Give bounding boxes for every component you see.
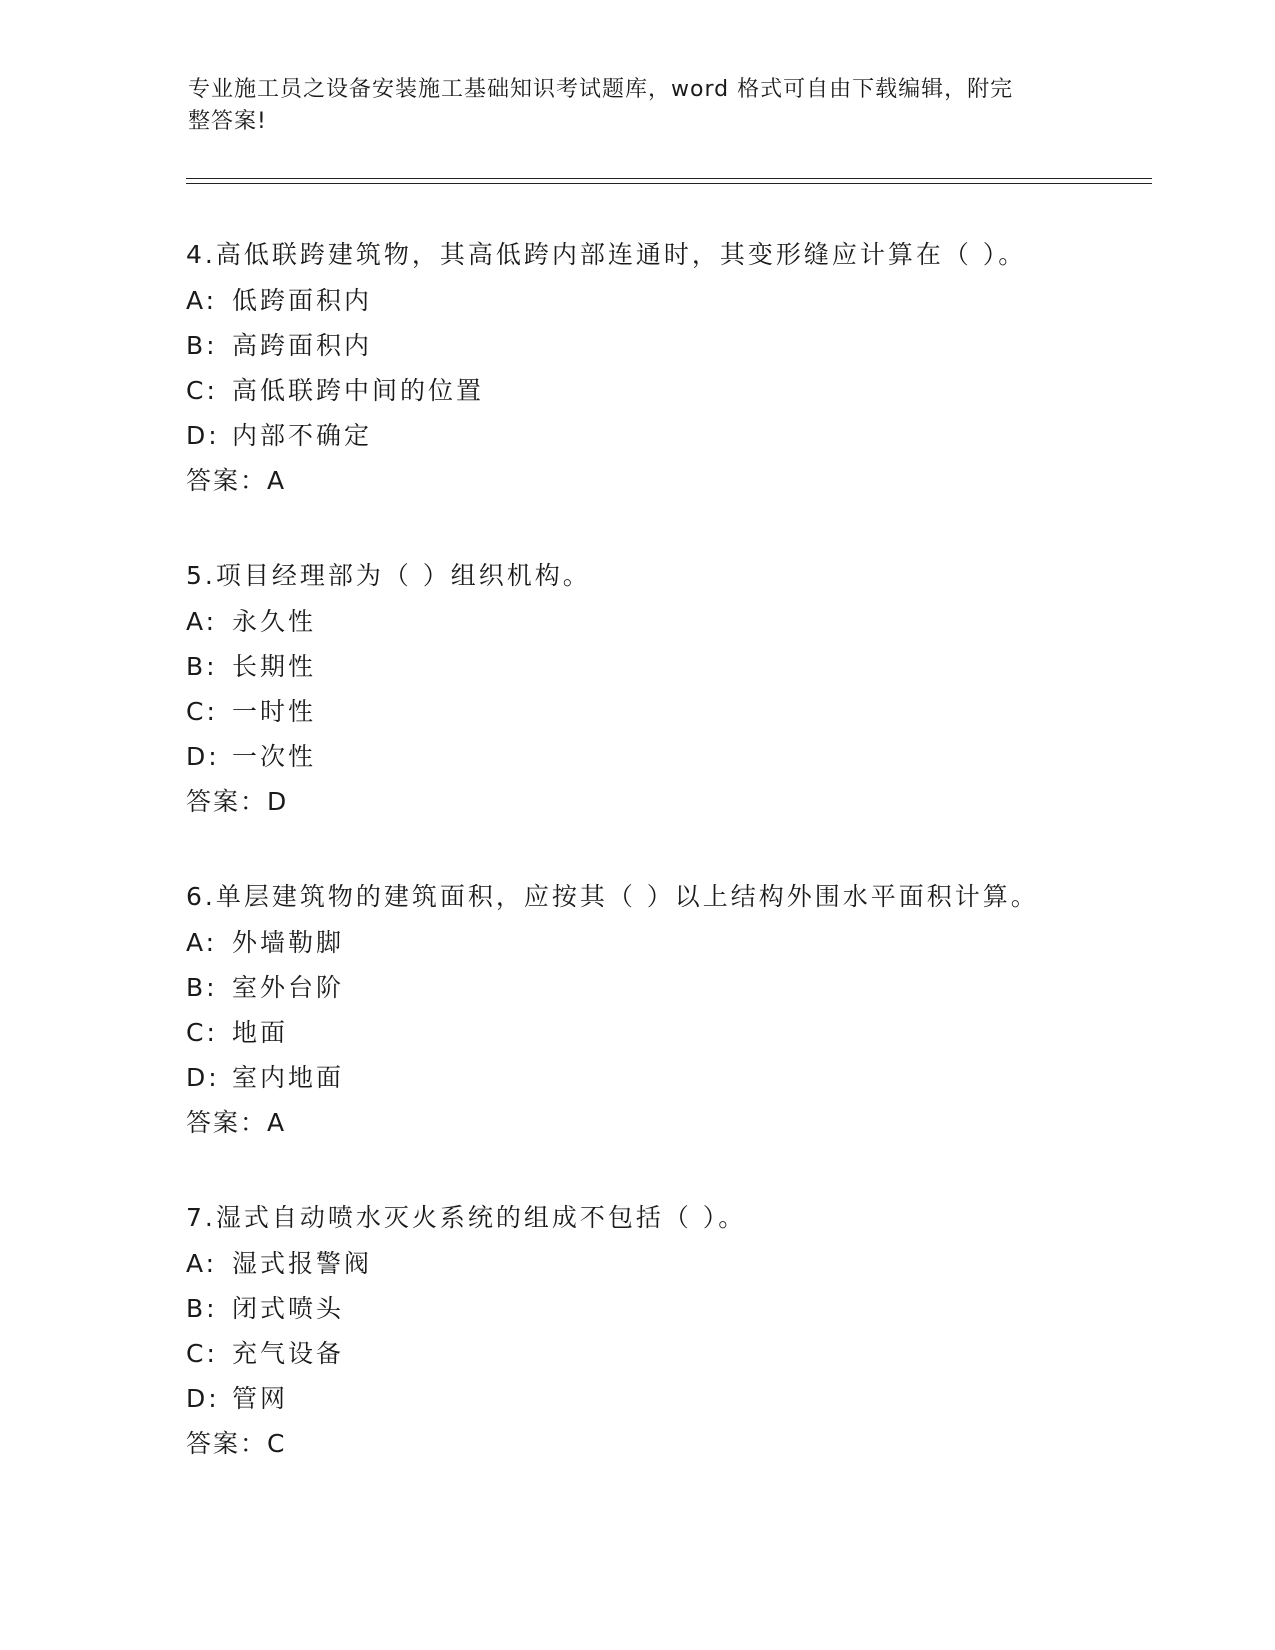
option-letter: A: [186,286,218,315]
answer-line: 答案：C [186,1429,287,1458]
option-letter: D: [186,742,220,771]
option-text: 高低联跨中间的位置 [232,376,485,405]
answer-line: 答案：A [186,466,287,495]
option-d [186,1055,1146,1100]
option-text: 管网 [232,1384,289,1413]
option-text: 室内地面 [232,1063,345,1092]
option-b [186,965,1146,1010]
option-text: 地面 [232,1018,289,1047]
header-line-2: 整答案! [188,109,267,134]
question-list [186,232,1146,1516]
option-a [186,599,1146,644]
option-letter: C: [186,376,218,405]
option-d [186,413,1146,458]
option-letter: B: [186,331,218,360]
question-stem: 5.项目经理部为（ ）组织机构。 [186,561,591,590]
option-c [186,1010,1146,1055]
option-a [186,1241,1146,1286]
option-b [186,1286,1146,1331]
option-letter: D: [186,421,220,450]
option-text: 一时性 [232,697,317,726]
option-text: 内部不确定 [232,421,373,450]
question-6 [186,874,1146,1146]
question-stem: 7.湿式自动喷水灭火系统的组成不包括（ ）。 [186,1203,747,1232]
answer-line: 答案：D [186,787,289,816]
option-text: 外墙勒脚 [232,928,345,957]
header-line-1: 专业施工员之设备安装施工基础知识考试题库，word 格式可自由下载编辑，附完 [188,77,1014,102]
option-b [186,323,1146,368]
question-5 [186,553,1146,825]
option-letter: A: [186,607,218,636]
header-divider-top [186,178,1152,179]
option-c [186,368,1146,413]
option-letter: B: [186,973,218,1002]
option-d [186,1376,1146,1421]
option-b [186,644,1146,689]
question-stem: 6.单层建筑物的建筑面积，应按其（ ）以上结构外围水平面积计算。 [186,882,1039,911]
option-text: 闭式喷头 [232,1294,345,1323]
question-7 [186,1195,1146,1467]
option-a [186,920,1146,965]
option-text: 一次性 [232,742,317,771]
option-text: 高跨面积内 [232,331,373,360]
option-letter: B: [186,1294,218,1323]
question-stem: 4.高低联跨建筑物，其高低跨内部连通时，其变形缝应计算在（ ）。 [186,240,1027,269]
option-letter: D: [186,1063,220,1092]
option-letter: A: [186,1249,218,1278]
option-text: 湿式报警阀 [232,1249,373,1278]
option-letter: C: [186,1018,218,1047]
option-c [186,689,1146,734]
option-text: 室外台阶 [232,973,345,1002]
option-c [186,1331,1146,1376]
answer-line: 答案：A [186,1108,287,1137]
option-text: 低跨面积内 [232,286,373,315]
document-header [188,74,1068,138]
question-4 [186,232,1146,504]
option-letter: D: [186,1384,220,1413]
option-d [186,734,1146,779]
option-letter: C: [186,1339,218,1368]
option-text: 长期性 [232,652,317,681]
option-a [186,278,1146,323]
option-text: 永久性 [232,607,317,636]
option-text: 充气设备 [232,1339,345,1368]
option-letter: B: [186,652,218,681]
option-letter: C: [186,697,218,726]
option-letter: A: [186,928,218,957]
header-divider-bottom [186,183,1152,184]
